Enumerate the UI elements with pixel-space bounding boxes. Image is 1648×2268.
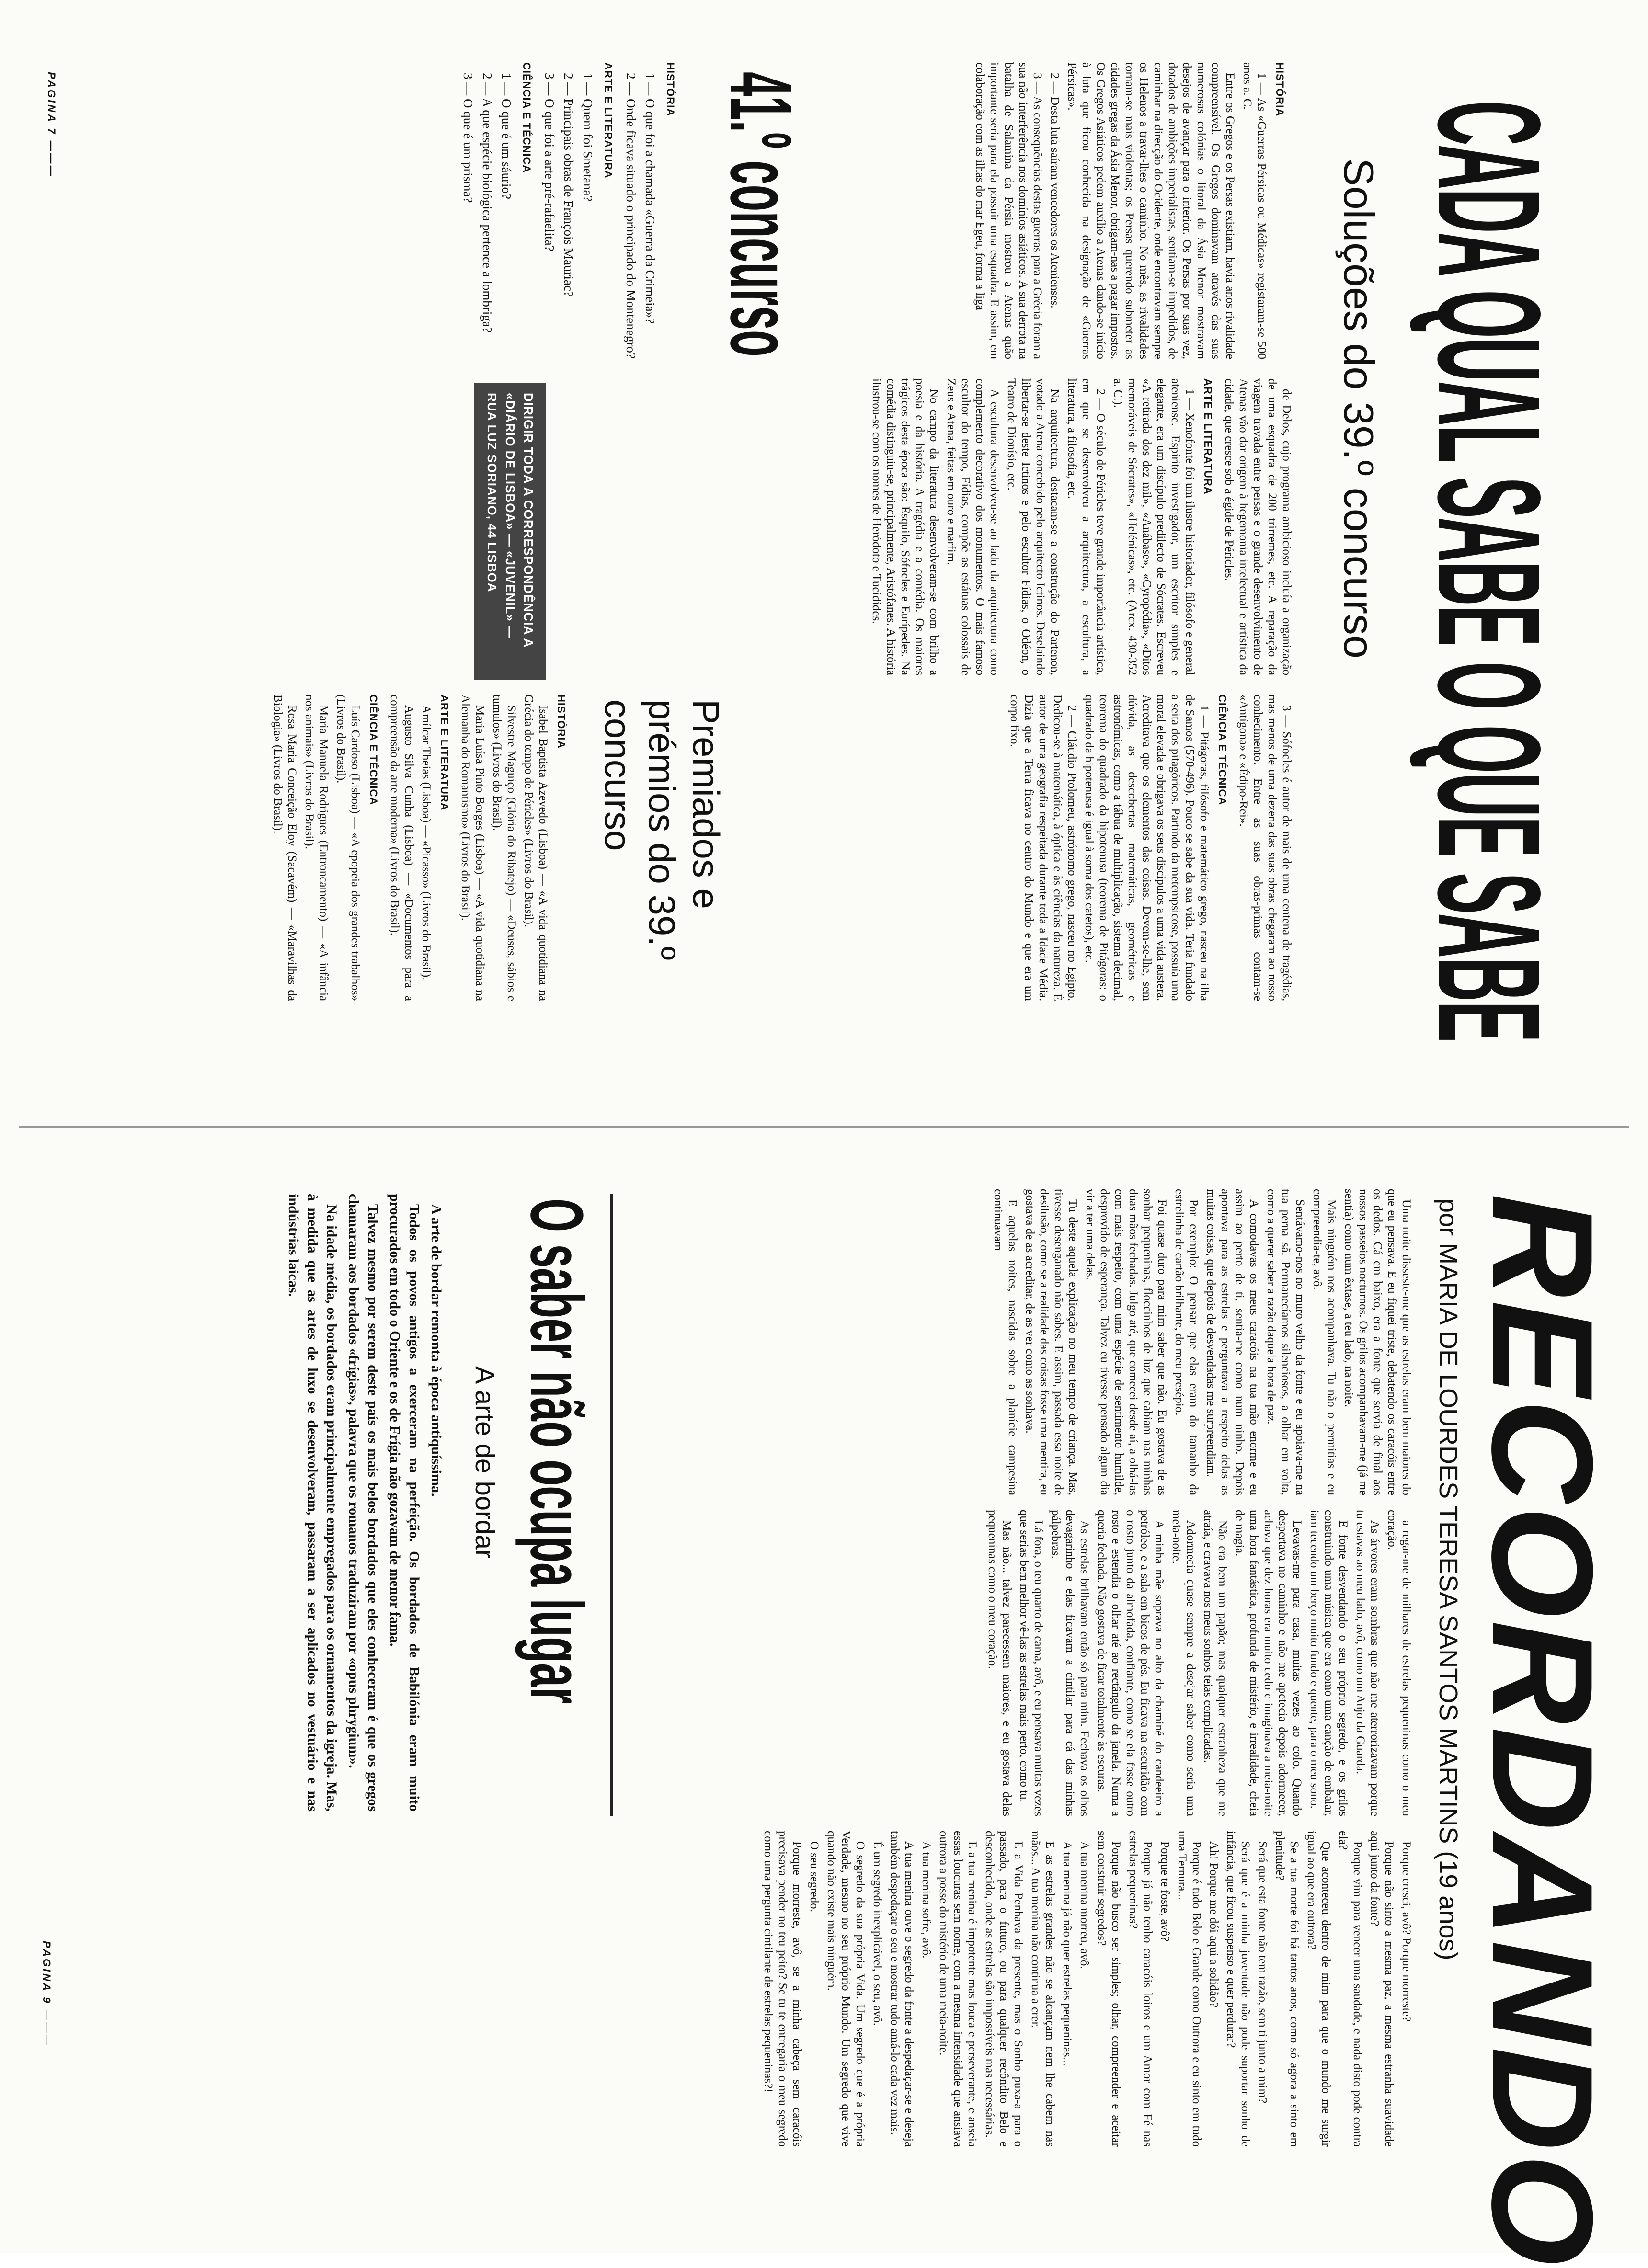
- paragraph: A tua menina ouve o segredo da fonte a despedaçar-se e deseja também despedaçar o seu e mostrar tudo amá-lo cada vez mais.: [888, 1831, 916, 2147]
- paragraph: É um segredo inexplicável, o seu, avô.: [871, 1841, 884, 2026]
- winner: Rosa Maria Conceição Eloy (Sacavém) — «Maravilhas da Biologia» (Livros do Brasil).: [271, 695, 298, 1001]
- paragraph: Porque é tudo Belo e Grande como Outrora e eu sinto em tudo uma Ternura...: [1176, 1831, 1203, 2147]
- paragraph: Entre os Gregos e os Persas existiam, havia anos rivalidade compreensível. Os Gregos dominavam através das suas numerosas colónias o litoral da Ásia Menor mostravam desejos de avançar para o interior. Os Persas por suas vez, dotados de ambições imperialistas, sentiam-se impedidos, de caminhar na direcção do Ocidente, onde encontravam sempre os Helenos a travar-lhes o caminho. No mês, as rivalidades tornam-se mais violentas; os Persas querendo submeter as cidades gregas da Ásia Menor, obrigam-nas a pagar impostos. Os Gregos Asiáticos pedem auxílio a Atenas dando-se início à luta que ficou conhecida na designação de «Guerras Pérsicas».: [1065, 62, 1236, 359]
- paragraph: Se a tua morte foi há tantos anos, como só agora a sinto em plenitude?: [1273, 1831, 1301, 2147]
- q-arte-heading: ARTE E LITERATURA: [602, 62, 614, 179]
- paragraph: A tua menina morreu, avô.: [1078, 1841, 1091, 1969]
- left-page: [0, 0, 1648, 1127]
- right-page-footer: PAGINA 9 ———: [41, 1941, 53, 2047]
- section-ciencia-heading: CIÊNCIA E TÉCNICA: [1216, 695, 1228, 806]
- paragraph: E fonte desvendando o seu próprio segredo, e os grilos construindo uma música que era como uma canção de embalar, iam tecendo um berço muito fundo e quente, para o meu sono.: [1308, 1510, 1350, 1816]
- paragraph: A arte de bordar remonta à época antiquíssima.: [428, 1204, 444, 1497]
- paragraph: 3 — As consequências destas guerras para a Grécia foram a sua não interferência nos domínios asiáticos. A sua derrota na batalha de Salamina da Pérsia mostrou a Atenas quão importante seria para ela possuir uma esquadra. E assim, em colaboração com as ilhas do mar Egeu, forma a liga: [973, 62, 1044, 359]
- paragraph: Na arquitectura, destacam-se a construção do Partenon, votado a Atena concebido pelo arquitecto Ictinos. Deselaindo libertar-se deste Ictinos e pelo escultor Fídias, o Odéon, o Teatro de Dionísio, etc.: [1005, 378, 1061, 675]
- article2-subtitle: A arte de bordar: [470, 1366, 500, 1559]
- question: 2 — Onde ficava situado o principado do Montenegro?: [624, 73, 638, 359]
- byline: por MARIA DE LOURDES TERESA SANTOS MARTINS (19 anos): [1434, 1198, 1463, 1960]
- paragraph: Ah! Porque me dói aqui a solidão?: [1207, 1841, 1220, 2008]
- paragraph: de Delos, cujo programa ambicioso incluía a organização de uma esquadra de 200 trirremes, etc. A reparação da viagem travada entre persas e o grande desenvolvimento de Atenas vão dar origem à hegemonia intelectual e artística da cidade, que cresce sob a égide de Péricles.: [1223, 378, 1293, 675]
- paragraph: Sentávamo-nos no muro velho da fonte e eu apoiava-me na tua perna sã. Permanecíamos silenciosos, a olhar em volta, como a querer saber a razão daquela hora de paz.: [1265, 1189, 1306, 1495]
- paragraph: A tua menina sofre, avô.: [920, 1841, 933, 1959]
- paragraph: 2 — O século de Péricles teve grande importância artística, em que se desenvolveu a arquitectura, a escultura, a literatura, a filosofia, etc.: [1065, 378, 1107, 675]
- paragraph: E as estrelas grandes não se alcançam nem lhe cabem nas mãos... A tua menina não continua a crer.: [1029, 1831, 1056, 2147]
- paragraph: Mas não... talvez parecessem maiores, e eu gostava delas pequeninas como o meu coração.: [986, 1510, 1013, 1816]
- paragraph: Porque não sinto a mesma paz, a mesma estranha suavidade aqui junto da fonte?: [1368, 1831, 1396, 2147]
- paragraph: Porque cresci, avô? Porque morreste?: [1400, 1841, 1413, 2022]
- question: 3 — O que é um prisma?: [461, 73, 475, 203]
- paragraph: E a tua menina é impotente mas louca e perseverante, e anseia essas loucuras sem nome, com a mesma intensidade que ansiava outrora a posse do mistério de uma meia-noite.: [937, 1831, 979, 2147]
- winner: Amílcar Theias (Lisboa) — «Picasso» (Livros do Brasil).: [420, 705, 433, 980]
- winner: Maria Manuela Rodrigues (Entroncamento) — «A infância nos animais» (Livros do Brasil).: [303, 695, 330, 1001]
- left-subhead: Soluções do 39.º concurso: [1335, 158, 1383, 659]
- paragraph: Mais ninguém nos acompanhava. Tu não o permitias e eu compreendia-te, avô.: [1311, 1189, 1338, 1495]
- question: 1 — O que foi a chamada «Guerra da Crimeia»?: [643, 73, 657, 324]
- q-ciencia-heading: CIÊNCIA E TÉCNICA: [521, 62, 533, 173]
- paragraph: Levavas-me para casa, muitas vezes ao colo. Quando despertava no caminho e não me apetecia depois adormecer, achava que dez horas era muito cedo e imaginava a meia-noite uma hora fantástica, profunda de mistério, e irrealidade, cheia de magia.: [1233, 1510, 1304, 1816]
- paragraph: O seu segredo.: [808, 1841, 821, 1912]
- paragraph: Uma noite disseste-me que as estrelas eram bem maiores do que eu pensava. E eu fiquei triste, debatendo os caracóis entre os dedos. Cá em baixo, era a fonte que servia de final aos nossos passeios nocturnos. Os grilos acompanhavam-me (já me sentia) como num êxtase, a teu lado, na noite.: [1342, 1189, 1413, 1495]
- winner: Isabel Baptista Azevedo (Lisboa) — «A vida quotidiana na Grécia do tempo de Péricles» (Livros do Brasil).: [522, 695, 549, 1001]
- paragraph: As árvores eram sombras que não me aterrorizavam porque tu estavas ao meu lado, avô, como um Anjo da Guarda.: [1354, 1510, 1381, 1816]
- question: 3 — O que foi a arte pré-rafaelita?: [542, 73, 557, 251]
- paragraph: Todos os povos antigos a exerceram na perfeição. Os bordados de Babilónia eram muito procurados em todo o Oriente e os de Frígia não gozavam de menor fama.: [387, 1194, 422, 1812]
- question: 1 — O que é um sáurio?: [499, 73, 514, 199]
- paragraph: Na idade média, os bordados eram principalmente empregados para os ornamentos da igreja. Mas, à medida que as artes de luxo se desenvolveram, passaram a ser aplicados no vestuário e nas indústrias laicas.: [286, 1194, 340, 1812]
- winner: Silvestre Maguiço (Glória do Ribatejo) — «Deuses, sábios e tumulos» (Livros do Brasil).: [491, 695, 518, 1001]
- questions-column: [110, 62, 685, 359]
- right-column-2: [637, 1510, 1413, 1816]
- paragraph: 2 — Desta luta saíram vencedores os Atenienses.: [1048, 73, 1061, 308]
- prem-arte-heading: ARTE E LITERATURA: [438, 695, 450, 811]
- paragraph: Foi quase duro para mim saber que não. Eu gostava de as sonhar pequeninas, floccinhos de luz que cabiam nas minhas duas mãos fechadas. Julgo até, que comecei desde aí, a olhá-las com mais respeito, com uma espécie de sentimento humilde, desprovido de esperança. Talvez eu tivesse pensado algum dia vir a ter uma delas.: [1084, 1189, 1168, 1495]
- q-historia-heading: HISTÓRIA: [664, 62, 676, 117]
- paragraph: Lá fora, o teu quarto de cama, avô, e eu pensava muitas vezes que serias bem melhor vê-las as estrelas mais perto, como tu.: [1018, 1510, 1045, 1816]
- left-page-footer: PAGINA 7 ———: [46, 72, 57, 178]
- question: 1 — Quem foi Smetana?: [581, 73, 595, 202]
- paragraph: No campo da literatura desenvolveram-se com brilho a poesia e da história. A tragédia e a comédia. Os maiores trágicos desta época são: Ésquilo, Sófocles e Eurípedes. Na comédia distinguiu-se, principalmente, Aristófanes. A história ilustrou-se com os nomes de Heródoto e Tucídides.: [870, 378, 940, 675]
- paragraph: Porque te foste, avô?: [1158, 1841, 1171, 1942]
- left-column-3: [743, 695, 1293, 1001]
- left-headline: CADA QUAL SABE O QUE SABE: [1408, 101, 1571, 1041]
- paragraph: Será que esta fonte não tem razão, sem ti junto a mim?: [1256, 1841, 1269, 2104]
- paragraph: Porque já não tenho caracóis loiros e um Amor com Fé nas estrelas pequeninas?: [1127, 1831, 1154, 2147]
- concurso-41-heading: 41.º concurso: [712, 72, 811, 357]
- paragraph: As estrelas brilhavam então só para mim. Fechava os olhos devagarinho e elas ficavam a cintilar para cá das minhas pálpebras.: [1049, 1510, 1091, 1816]
- right-page: [0, 1127, 1648, 2268]
- right-column-3: [57, 1831, 1413, 2147]
- paragraph: 1 — Pitágoras, filósofo e matemático grego, nasceu na ilha de Samos (570-496). Pouco se sabe da sua vida. Teria fundado a seita dos pitagóricos. Partindo da metempsicose, possuía uma moral elevada e obrigava os seus discípulos a uma vida austera. Acreditava que os elementos das coisas. Devem-se-lhe, sem dúvida, as descobertas matemáticas, geométricas e astronómicas, como a tábua de multiplicação, sistema decimal, teorema do quadrado da hipotenusa (teorema de Pitágoras: o quadrado da hipotenusa é igual à soma dos catetos), etc.: [1083, 695, 1211, 1001]
- winner: Maria Luísa Pinto Borges (Lisboa) — «A vida quotidiana na Alemanha do Romantismo» (Livros do Brasil).: [459, 695, 486, 1001]
- premiados-heading: [596, 699, 728, 1006]
- article2-title: O saber não ocupa lugar: [515, 1198, 599, 1704]
- left-column-1: [834, 62, 1293, 359]
- paragraph: Por exemplo: O pensar que elas eram do tamanho da estrelinha de cartão brilhante, do meu presépio.: [1173, 1189, 1200, 1495]
- paragraph: Tu deste aquela explicação no meu tempo de criança. Mas, tivesse desenganado não sabes. E assim, passada essa noite de desilusão, como se a realidade das coisas fosse uma mentira, eu gostava de as acreditar, de as ver como as sonhava.: [1023, 1189, 1079, 1495]
- article2-body: [158, 1194, 446, 1812]
- paragraph: O segredo da sua própria Vida. Um segredo que é a própria Verdade, mesmo no seu próprio Mundo. Um segredo que vive quando não existe mais ninguém.: [825, 1831, 867, 2147]
- paragraph: Não era bem um papão; mas qualquer estranheza que me atraía, e cravava nos meus sonhos teias complicadas.: [1202, 1510, 1229, 1816]
- paragraph: A tua menina já não quer estrelas pequeninas...: [1061, 1841, 1074, 2066]
- paragraph: Adormecia quase sempre a desejar saber como seria uma meia-noite.: [1170, 1510, 1197, 1816]
- premiados-column: [96, 695, 575, 1001]
- paragraph: Porque não busco ser simples; olhar, compreender e aceitar sem construir segredos?: [1095, 1831, 1122, 2147]
- paragraph: 2 — Cláudio Ptolomeu, astrónomo grego, nasceu no Egipto. Dedicou-se à matemática, à óptica e às ciências da natureza. É autor de uma geografia respeitada durante toda a Idade Média. Dizia que a Terra ficava no centro do Mundo e que era um corpo fixo.: [1008, 695, 1078, 1001]
- paragraph: Que aconteceu dentro de mim para que o mundo me surgir igual ao que era outrora?: [1305, 1831, 1332, 2147]
- paragraph: E aquelas noites, nascidas sobre a planície campesina continuavam: [992, 1189, 1019, 1495]
- correspondence-box: DIRIGIR TODA A CORRESPONDÊNCIA A «DIÁRIO DE LISBOA» — «JUVENIL» — RUA LUZ SORIANO, 44 LISBOA: [474, 383, 546, 680]
- question: 2 — A que espécie biológica pertence a lombriga?: [480, 73, 494, 333]
- right-headline: RECORDANDO: [1462, 1194, 1623, 2268]
- paragraph: E a Vida Penhava da presente, mas o Sonho puxa-a para o passado, para o futuro, ou para qualquer recôndito Belo e desconhecido, onde as estrelas são impossíveis mas necessárias.: [983, 1831, 1025, 2147]
- prem-historia-heading: HISTÓRIA: [555, 695, 567, 749]
- paragraph: 1 — Xenofonte foi um ilustre historiador, filósofo e general ateniense. Espírito investigador, um escritor simples e elegante, era um discípulo predilecto de Sócrates. Escreveu «A retirada dos dez mil», «Anábase», «Cyropédia», «Ditos memoráveis de Sócrates», «Helénicas», etc. (Arcx. 430-352 a. C.).: [1111, 378, 1196, 675]
- paragraph: a regar-me de milhares de estrelas pequeninas como o meu coração.: [1385, 1510, 1413, 1816]
- paragraph: A comodavas os meus caracóis na tua mão enorme e eu assim ao perto de ti, sentia-me como num ninho. Depois apontava para as estrelas e perguntava a respeito delas as muitas coisas, que depois de desvendadas me surpreendiam.: [1204, 1189, 1260, 1495]
- paragraph: Será que é a minha juventude não pode suportar sonho de infância, que ficou suspenso e quer perdurar?: [1225, 1831, 1252, 2147]
- paragraph: A escultura desenvolveu-se ao lado da arquitectura como complemento decorativo dos monumentos. O mais famoso escultor do tempo, Fídias, compõe as estátuas colossais de Zeus e Atena, feitas em ouro e marfim.: [945, 378, 1001, 675]
- paragraph: Porque morreste, avô, se a minha cabeça sem caracóis precisava pender no teu peito? Se tu te entregaria o meu segredo como uma pergunta cintilante de estrelas pequeninas?!: [762, 1831, 803, 2147]
- paragraph: Talvez mesmo por serem deste país os mais belos bordados que eles conheceram é que os gregos chamaram aos bordados «frígias», palavra que os romanos traduziram por «opus phrygium».: [346, 1194, 381, 1812]
- right-column-1: [637, 1189, 1413, 1495]
- article-separator: [610, 1194, 613, 1816]
- paragraph: A minha mãe soprava no alto da chaminé do candeeiro a petróleo, e a sala em bicos de pés. Eu ficava na escuridão com o rosto junto da almofada, confiante, como se ela fosse outro rosto e estendia o olhar até ao rectângulo da janela. Numa a queria fechada. Não gostava de ficar totalmente às escuras.: [1095, 1510, 1166, 1816]
- winner: Luís Cardoso (Lisboa) — «A epopeia dos grandes trabalhos» (Livros do Brasil).: [334, 695, 362, 1001]
- section-historia-heading: HISTÓRIA: [1274, 62, 1286, 117]
- section-arte-heading: ARTE E LITERATURA: [1202, 378, 1214, 495]
- winner: Augusto Silva Cunha (Lisboa) — «Documentos para a compreensão da arte moderna» (Livros do Brasil).: [388, 695, 415, 1001]
- paragraph: 3 — Sófocles é autor de mais de uma centena de tragédias, mas menos de uma dezena das suas obras chegaram ao nosso conhecimento. Entre as suas obras-primas contam-se «Antígona» e «Édipo-Rei».: [1237, 695, 1293, 1001]
- question: 2 — Principais obras de François Mauriac?: [561, 73, 576, 297]
- left-column-2: [584, 378, 1293, 675]
- premiados-heading-text: Premiados e prémios do 39.º concurso: [597, 699, 727, 960]
- prem-ciencia-heading: CIÊNCIA E TÉCNICA: [367, 695, 379, 806]
- paragraph: Porque vim para vencer uma saudade, e nada disto pode contra ela?: [1337, 1831, 1364, 2147]
- paragraph: 1 — As «Guerras Pérsicas ou Médicas» registaram-se 500 anos a. C.: [1241, 62, 1268, 359]
